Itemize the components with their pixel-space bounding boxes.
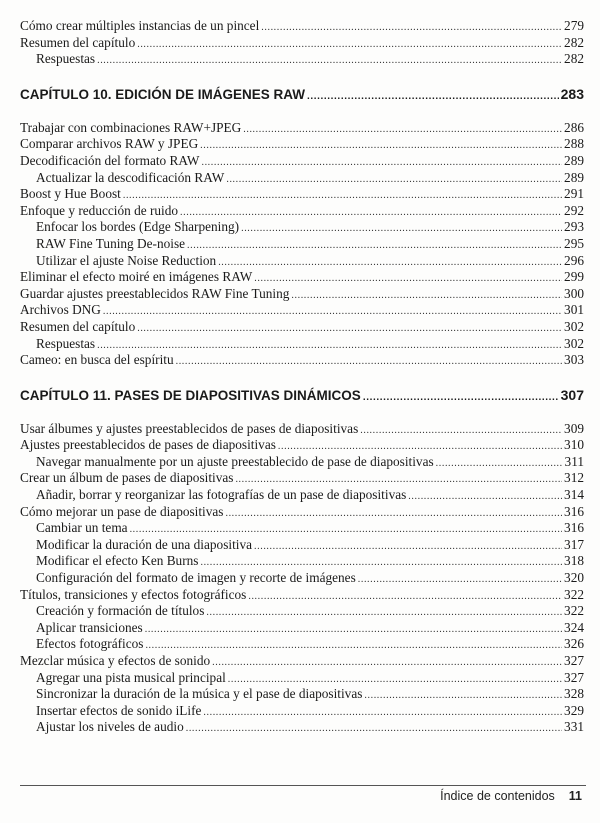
entry-title: Resumen del capítulo	[20, 34, 136, 50]
toc-entry	[20, 319, 584, 336]
toc-entry	[20, 352, 584, 369]
dot-leader	[201, 155, 562, 172]
dot-leader	[212, 655, 562, 672]
dot-leader	[218, 255, 562, 272]
toc-section	[20, 120, 584, 369]
dot-leader	[103, 304, 562, 321]
toc-entry	[20, 120, 584, 137]
dot-leader	[363, 389, 559, 407]
toc-entry	[20, 470, 584, 487]
toc-subentry	[20, 570, 584, 587]
entry-title: Eliminar el efecto moiré en imágenes RAW	[20, 269, 253, 285]
dot-leader	[436, 456, 563, 473]
entry-page: 320	[564, 570, 584, 586]
entry-page: 316	[564, 503, 584, 519]
toc-entry	[20, 35, 584, 52]
entry-title: Actualizar la descodificación RAW	[36, 169, 225, 185]
toc-subentry	[20, 636, 584, 653]
dot-leader	[226, 172, 562, 189]
entry-page: 328	[564, 686, 584, 702]
dot-leader	[97, 53, 562, 70]
entry-page: 291	[564, 186, 584, 202]
entry-title: Títulos, transiciones y efectos fotográficos	[20, 586, 247, 602]
entry-page: 282	[564, 34, 584, 50]
toc-subentry	[20, 620, 584, 637]
toc-section	[20, 18, 584, 68]
entry-page: 289	[564, 152, 584, 168]
entry-title: Boost y Hue Boost	[20, 186, 121, 202]
toc-subentry	[20, 686, 584, 703]
entry-title: Guardar ajustes preestablecidos RAW Fine Tuning	[20, 285, 290, 301]
entry-title: Ajustes preestablecidos de pases de diapositivas	[20, 437, 276, 453]
entry-page: 314	[564, 487, 584, 503]
footer-rule	[20, 785, 586, 786]
toc-subentry	[20, 553, 584, 570]
page-number: 11	[568, 789, 582, 803]
entry-page: 329	[564, 702, 584, 718]
entry-title: Cameo: en busca del espíritu	[20, 352, 174, 368]
entry-title: Modificar el efecto Ken Burns	[36, 553, 199, 569]
page-footer	[440, 789, 582, 803]
entry-title: Modificar la duración de una diapositiva	[36, 536, 253, 552]
dot-leader	[364, 688, 562, 705]
entry-page: 309	[564, 420, 584, 436]
entry-title: Efectos fotográficos	[36, 636, 144, 652]
entry-page: 300	[564, 285, 584, 301]
dot-leader	[123, 188, 562, 205]
entry-page: 302	[564, 318, 584, 334]
entry-page: 331	[564, 719, 584, 735]
dot-leader	[203, 705, 562, 722]
entry-page: 324	[564, 619, 584, 635]
entry-title: Respuestas	[36, 335, 96, 351]
entry-title: Cómo crear múltiples instancias de un pincel	[20, 18, 260, 33]
dot-leader	[137, 321, 562, 338]
entry-title: Sincronizar la duración de la música y el pase de diapositivas	[36, 686, 363, 702]
chapter-heading	[20, 85, 584, 103]
toc-subentry	[20, 454, 584, 471]
entry-title: Usar álbumes y ajustes preestablecidos de pases de diapositivas	[20, 420, 359, 436]
chapter-title: CAPÍTULO 11. PASES DE DIAPOSITIVAS DINÁMICOS	[20, 387, 361, 403]
entry-page: 327	[564, 653, 584, 668]
entry-page: 288	[564, 136, 584, 152]
entry-page: 302	[564, 335, 584, 351]
entry-page: 322	[564, 586, 584, 602]
entry-title: RAW Fine Tuning De-noise	[36, 235, 186, 251]
entry-title: Creación y formación de títulos	[36, 603, 205, 619]
dot-leader	[200, 138, 562, 155]
toc-subentry	[20, 487, 584, 504]
toc-subentry	[20, 51, 584, 68]
dot-leader	[248, 589, 562, 606]
toc-entry	[20, 286, 584, 303]
entry-title: Enfoque y reducción de ruido	[20, 202, 179, 218]
toc-subentry	[20, 170, 584, 187]
toc-entry	[20, 136, 584, 153]
entry-page: 292	[564, 202, 584, 218]
entry-title: Navegar manualmente por un ajuste preestablecido de pase de diapositivas	[36, 453, 434, 469]
entry-title: Resumen del capítulo	[20, 318, 136, 334]
entry-page: 299	[564, 269, 584, 285]
entry-title: Mezclar música y efectos de sonido	[20, 653, 211, 668]
entry-page: 326	[564, 636, 584, 652]
entry-title: Enfocar los bordes (Edge Sharpening)	[36, 219, 240, 235]
entry-title: Utilizar el ajuste Noise Reduction	[36, 252, 217, 268]
dot-leader	[243, 122, 562, 139]
dot-leader	[358, 572, 562, 589]
dot-leader	[261, 20, 562, 37]
toc-entry	[20, 587, 584, 604]
entry-page: 312	[564, 470, 584, 486]
entry-title: Insertar efectos de sonido iLife	[36, 702, 202, 718]
entry-title: Respuestas	[36, 51, 96, 67]
toc-entry	[20, 18, 584, 35]
toc-section	[20, 421, 584, 736]
entry-page: 322	[564, 603, 584, 619]
dot-leader	[254, 539, 562, 556]
toc-subentry	[20, 537, 584, 554]
toc-subentry	[20, 336, 584, 353]
entry-title: Comparar archivos RAW y JPEG	[20, 136, 199, 152]
footer-label: Índice de contenidos	[440, 789, 555, 803]
toc-subentry	[20, 670, 584, 687]
entry-title: Trabajar con combinaciones RAW+JPEG	[20, 119, 242, 135]
entry-title: Archivos DNG	[20, 302, 101, 318]
dot-leader	[254, 271, 562, 288]
toc-subentry	[20, 253, 584, 270]
entry-title: Decodificación del formato RAW	[20, 152, 200, 168]
entry-page: 317	[564, 536, 584, 552]
entry-title: Configuración del formato de imagen y recorte de imágenes	[36, 570, 356, 586]
dot-leader	[291, 288, 562, 305]
toc-subentry	[20, 236, 584, 253]
dot-leader	[187, 238, 562, 255]
toc-entry	[20, 186, 584, 203]
entry-page: 293	[564, 219, 584, 235]
dot-leader	[408, 489, 562, 506]
dot-leader	[145, 622, 562, 639]
toc-entry	[20, 153, 584, 170]
dot-leader	[307, 88, 559, 106]
entry-page: 301	[564, 302, 584, 318]
entry-page: 327	[564, 669, 584, 685]
chapter-title: CAPÍTULO 10. EDICIÓN DE IMÁGENES RAW	[20, 86, 306, 102]
entry-title: Cómo mejorar un pase de diapositivas	[20, 503, 224, 519]
entry-title: Crear un álbum de pases de diapositivas	[20, 470, 234, 486]
entry-page: 303	[564, 352, 584, 368]
toc-entry	[20, 203, 584, 220]
entry-page: 295	[564, 235, 584, 251]
entry-title: Agregar una pista musical principal	[36, 669, 226, 685]
toc-entry	[20, 653, 584, 670]
toc-entry	[20, 437, 584, 454]
dot-leader	[186, 721, 562, 738]
entry-title: Aplicar transiciones	[36, 619, 143, 635]
entry-page: 316	[564, 520, 584, 536]
entry-page: 289	[564, 169, 584, 185]
dot-leader	[360, 423, 562, 440]
entry-title: Ajustar los niveles de audio	[36, 719, 184, 735]
dot-leader	[176, 354, 562, 371]
entry-page: 318	[564, 553, 584, 569]
table-of-contents	[20, 18, 584, 736]
toc-entry	[20, 269, 584, 286]
entry-page: 279	[564, 18, 584, 33]
dot-leader	[206, 605, 562, 622]
chapter-heading	[20, 386, 584, 404]
dot-leader	[225, 506, 562, 523]
toc-subentry	[20, 603, 584, 620]
entry-title: Añadir, borrar y reorganizar las fotografías de un pase de diapositivas	[36, 487, 407, 503]
toc-entry	[20, 302, 584, 319]
chapter-page: 307	[560, 386, 584, 403]
toc-subentry	[20, 219, 584, 236]
toc-subentry	[20, 703, 584, 720]
toc-subentry	[20, 719, 584, 736]
entry-title: Cambiar un tema	[36, 520, 128, 536]
toc-entry	[20, 421, 584, 438]
dot-leader	[137, 37, 562, 54]
entry-page: 296	[564, 252, 584, 268]
toc-entry	[20, 504, 584, 521]
entry-page: 311	[564, 453, 584, 469]
entry-page: 286	[564, 119, 584, 135]
dot-leader	[241, 221, 562, 238]
toc-subentry	[20, 520, 584, 537]
entry-page: 282	[564, 51, 584, 67]
chapter-page: 283	[560, 85, 584, 102]
entry-page: 310	[564, 437, 584, 453]
